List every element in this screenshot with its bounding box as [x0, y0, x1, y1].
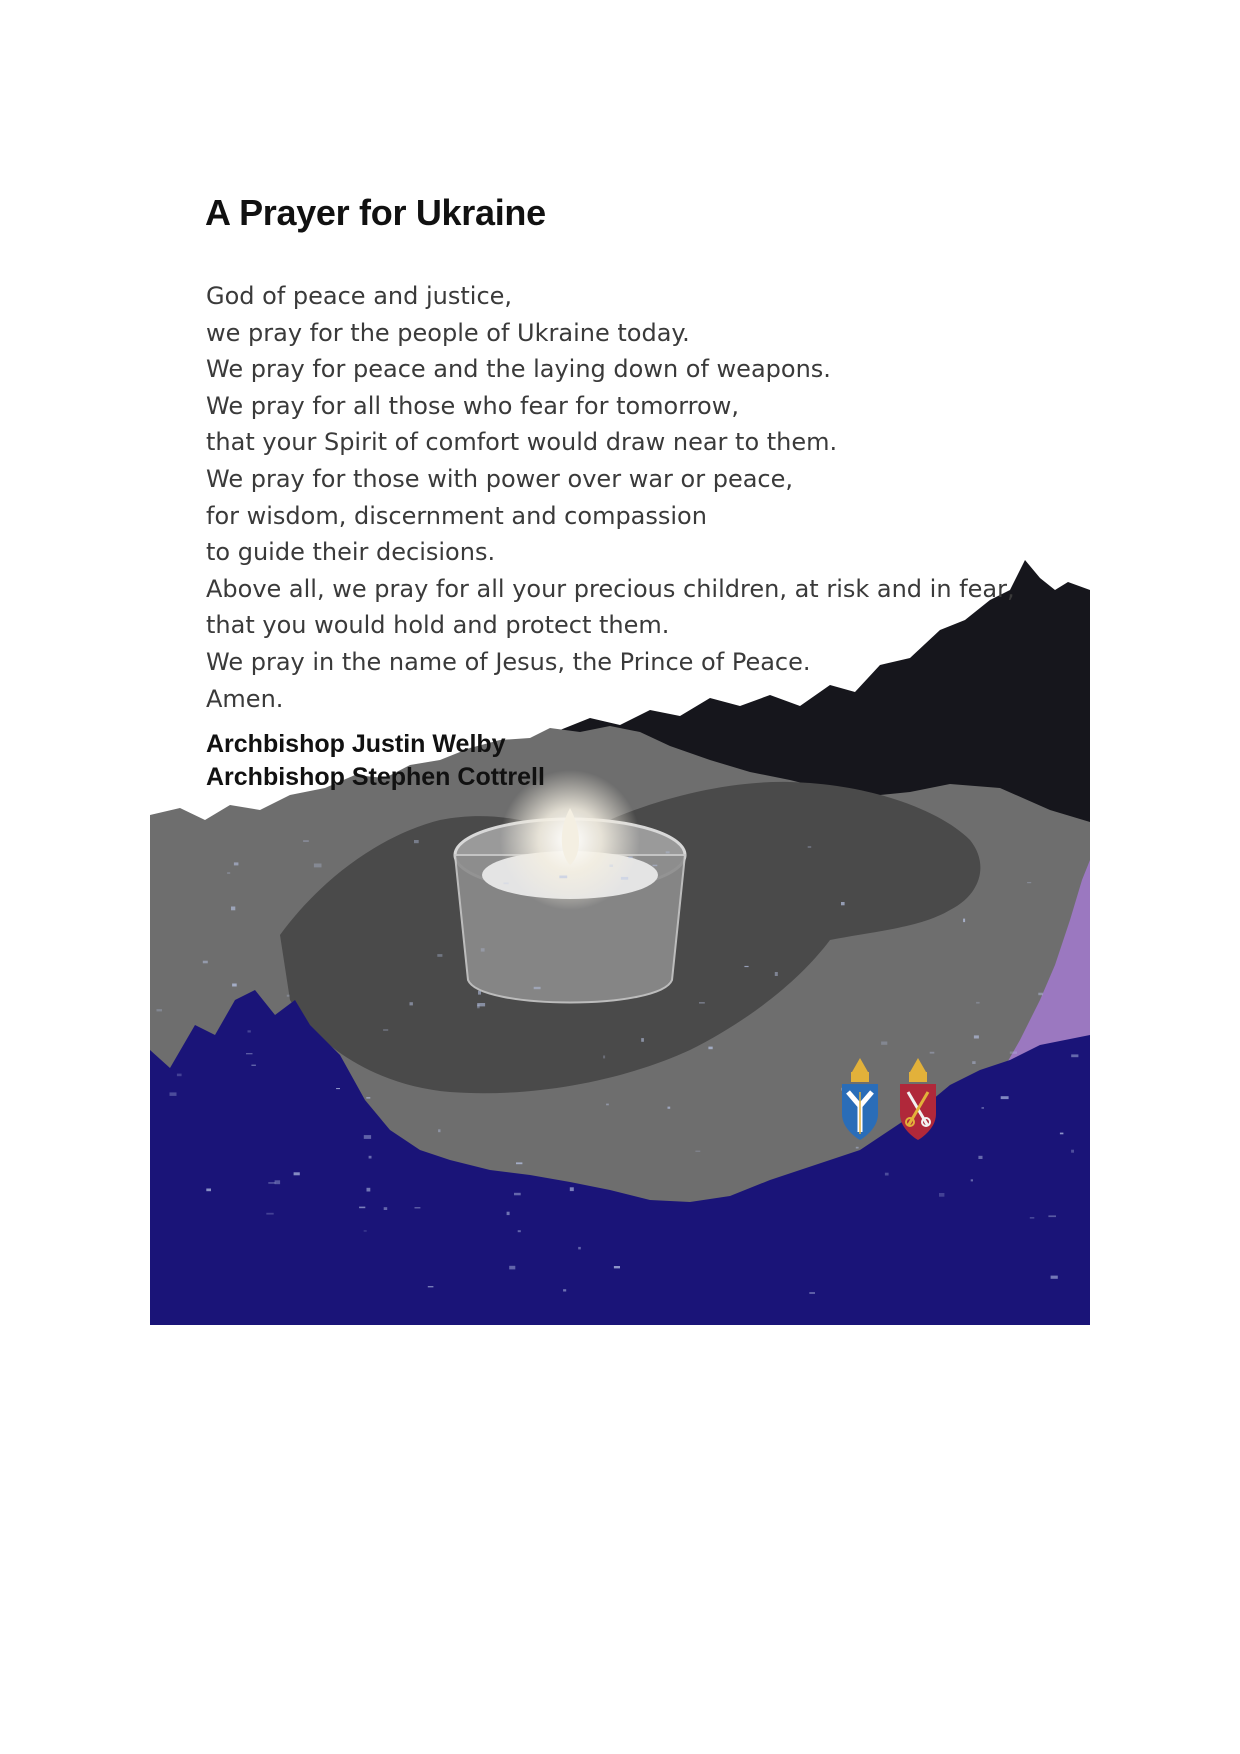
texture-speck: [1060, 1133, 1064, 1135]
signatories: [206, 728, 545, 794]
texture-speck: [1071, 1150, 1074, 1153]
texture-speck: [972, 1061, 975, 1064]
texture-speck: [438, 1129, 440, 1132]
texture-speck: [203, 961, 208, 964]
texture-speck: [1010, 1052, 1017, 1054]
texture-speck: [1038, 993, 1043, 996]
texture-speck: [410, 1002, 413, 1005]
texture-speck: [477, 1003, 485, 1006]
prayer-line: to guide their decisions.: [206, 538, 496, 567]
texture-speck: [481, 948, 485, 951]
texture-speck: [971, 1179, 973, 1181]
texture-speck: [1030, 1217, 1035, 1218]
texture-speck: [978, 1156, 982, 1159]
texture-speck: [248, 1030, 251, 1032]
texture-speck: [621, 877, 628, 880]
texture-speck: [227, 872, 230, 874]
texture-speck: [287, 995, 290, 997]
texture-speck: [628, 857, 632, 859]
texture-speck: [383, 1029, 388, 1031]
texture-speck: [509, 1266, 515, 1270]
texture-speck: [516, 1162, 522, 1164]
texture-speck: [534, 987, 541, 989]
texture-speck: [266, 1213, 273, 1215]
texture-speck: [881, 1042, 887, 1045]
texture-speck: [1048, 1215, 1056, 1217]
texture-speck: [234, 862, 239, 865]
prayer-text: [206, 278, 1086, 717]
texture-speck: [303, 840, 309, 841]
prayer-line: We pray for peace and the laying down of weapons.: [206, 355, 831, 384]
texture-speck: [563, 1289, 566, 1291]
texture-speck: [366, 1097, 370, 1099]
texture-speck: [232, 984, 237, 987]
texture-speck: [809, 1292, 815, 1294]
texture-speck: [157, 1009, 163, 1011]
texture-speck: [1027, 882, 1031, 883]
texture-speck: [170, 1092, 177, 1096]
texture-speck: [708, 1047, 712, 1050]
texture-speck: [206, 1189, 211, 1192]
texture-speck: [841, 902, 845, 905]
texture-speck: [359, 1207, 365, 1209]
texture-speck: [514, 1193, 521, 1196]
texture-speck: [808, 846, 812, 847]
texture-speck: [775, 972, 778, 976]
prayer-line: that you would hold and protect them.: [206, 611, 670, 640]
texture-speck: [268, 1182, 275, 1183]
texture-speck: [1001, 1096, 1009, 1099]
texture-speck: [578, 1247, 581, 1250]
signatory-name: Archbishop Stephen Cottrell: [206, 763, 545, 791]
texture-speck: [364, 1135, 371, 1139]
texture-speck: [336, 1088, 340, 1089]
texture-speck: [653, 865, 658, 867]
texture-speck: [606, 1104, 609, 1106]
prayer-line: we pray for the people of Ukraine today.: [206, 318, 690, 347]
texture-speck: [246, 1053, 253, 1054]
texture-speck: [367, 1188, 371, 1192]
texture-speck: [504, 883, 509, 885]
texture-speck: [974, 1035, 979, 1038]
signatory-name: Archbishop Justin Welby: [206, 730, 506, 758]
texture-speck: [364, 1230, 367, 1231]
texture-speck: [384, 1207, 388, 1210]
texture-speck: [668, 1107, 671, 1109]
texture-speck: [415, 1207, 421, 1208]
texture-speck: [1071, 1054, 1078, 1057]
texture-speck: [614, 1266, 620, 1268]
texture-speck: [976, 1002, 980, 1004]
texture-speck: [885, 1173, 889, 1176]
texture-speck: [666, 851, 670, 853]
texture-speck: [570, 1187, 574, 1191]
prayer-card: [150, 120, 1090, 1325]
page-title: A Prayer for Ukraine: [205, 192, 546, 233]
texture-speck: [369, 1156, 372, 1159]
texture-speck: [603, 1056, 605, 1059]
prayer-line: God of peace and justice,: [206, 282, 513, 310]
texture-speck: [744, 966, 748, 967]
prayer-line: We pray for all those who fear for tomorrow,: [206, 391, 739, 420]
texture-speck: [699, 1002, 705, 1003]
prayer-line: We pray in the name of Jesus, the Prince of Peace.: [206, 647, 811, 676]
texture-speck: [231, 907, 235, 911]
texture-speck: [428, 1286, 434, 1287]
texture-speck: [275, 1180, 281, 1184]
texture-speck: [963, 919, 965, 923]
texture-speck: [314, 864, 322, 868]
texture-speck: [641, 1038, 644, 1042]
texture-speck: [609, 865, 613, 868]
prayer-line: We pray for those with power over war or peace,: [206, 464, 794, 493]
prayer-line: Amen.: [206, 684, 284, 713]
texture-speck: [856, 1147, 859, 1149]
texture-speck: [437, 954, 442, 957]
texture-speck: [695, 1151, 700, 1152]
texture-speck: [507, 1212, 510, 1215]
texture-speck: [294, 1172, 300, 1175]
prayer-line: Above all, we pray for all your precious children, at risk and in fear,: [206, 574, 1015, 603]
texture-speck: [982, 1107, 985, 1109]
texture-speck: [518, 1230, 521, 1232]
texture-speck: [939, 1193, 944, 1197]
texture-speck: [414, 840, 419, 843]
texture-speck: [930, 1052, 935, 1054]
texture-speck: [251, 1065, 256, 1066]
prayer-line: for wisdom, discernment and compassion: [206, 501, 707, 530]
texture-speck: [177, 1074, 182, 1077]
texture-speck: [1051, 1276, 1058, 1279]
prayer-line: that your Spirit of comfort would draw near to them.: [206, 428, 838, 457]
texture-speck: [478, 991, 481, 995]
texture-speck: [559, 876, 567, 879]
